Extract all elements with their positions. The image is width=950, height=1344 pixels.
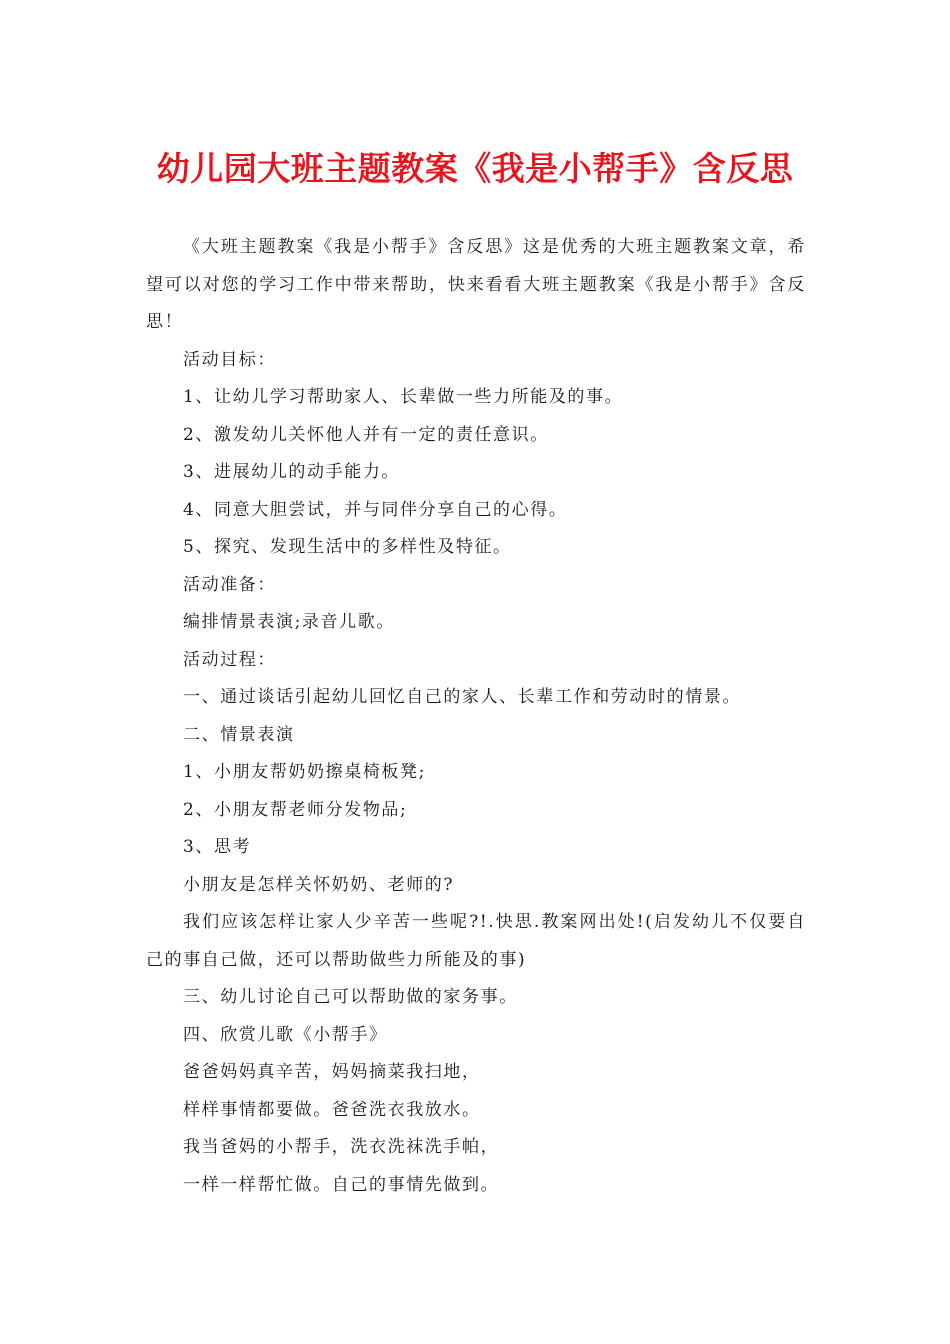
preparation-text: 编排情景表演;录音儿歌。 — [183, 612, 395, 632]
process-substep: 3、思考 — [183, 837, 252, 857]
goal-item: 4、同意大胆尝试，并与同伴分享自己的心得。 — [183, 499, 568, 520]
process-substep: 2、小朋友帮老师分发物品; — [183, 799, 408, 820]
poem-line: 爸爸妈妈真辛苦，妈妈摘菜我扫地， — [183, 1062, 481, 1082]
section-heading-process: 活动过程： — [183, 649, 276, 670]
poem-line: 样样事情都要做。爸爸洗衣我放水。 — [183, 1099, 481, 1120]
process-question: 小朋友是怎样关怀奶奶、老师的? — [183, 874, 455, 895]
goal-item: 2、激发幼儿关怀他人并有一定的责任意识。 — [183, 424, 549, 445]
poem-line: 我当爸妈的小帮手，洗衣洗袜洗手帕， — [183, 1137, 500, 1157]
intro-paragraph: 《大班主题教案《我是小帮手》含反思》这是优秀的大班主题教案文章，希望可以对您的学习工作中带来帮助，快来看看大班主题教案《我是小帮手》含反思！ — [146, 237, 806, 332]
process-step: 一、通过谈话引起幼儿回忆自己的家人、长辈工作和劳动时的情景。 — [183, 687, 741, 707]
goal-item: 3、进展幼儿的动手能力。 — [183, 462, 401, 482]
process-step: 四、欣赏儿歌《小帮手》 — [183, 1024, 388, 1045]
process-substep: 1、小朋友帮奶奶擦桌椅板凳; — [183, 762, 426, 782]
section-heading-goals: 活动目标： — [183, 349, 276, 370]
document-body — [146, 229, 806, 1204]
section-heading-preparation: 活动准备： — [183, 574, 276, 595]
process-step: 二、情景表演 — [183, 724, 295, 745]
goal-item: 5、探究、发现生活中的多样性及特征。 — [183, 537, 512, 557]
document-title: 幼儿园大班主题教案《我是小帮手》含反思 — [156, 149, 794, 188]
process-step: 三、幼儿讨论自己可以帮助做的家务事。 — [183, 987, 518, 1007]
goal-item: 1、让幼儿学习帮助家人、长辈做一些力所能及的事。 — [183, 387, 624, 407]
poem-line: 一样一样帮忙做。自己的事情先做到。 — [183, 1174, 500, 1195]
process-question: 我们应该怎样让家人少辛苦一些呢?!.快思.教案网出处!(启发幼儿不仅要自己的事自己做，还可以帮助做些力所能及的事) — [146, 912, 806, 970]
